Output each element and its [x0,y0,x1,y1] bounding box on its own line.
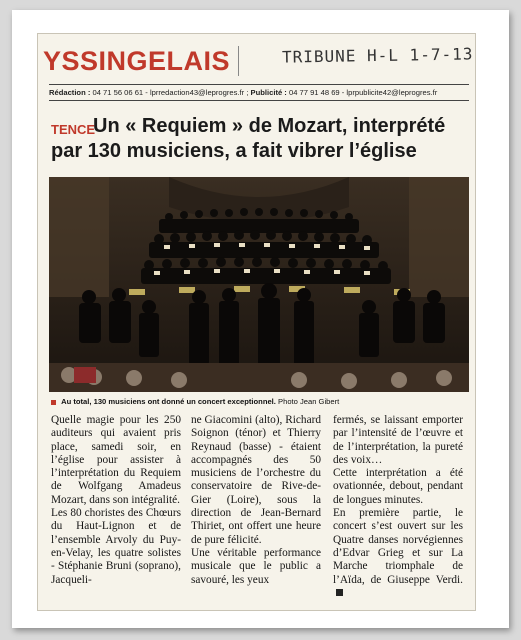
paragraph: Cette interprétation a été ovationnée, debout, pendant de longues minutes. [333,467,463,506]
caption-lead: Au total, 130 musiciens ont donné un concert exceptionnel. [61,397,276,406]
paragraph: ne Giacomini (alto), Richard Soignon (ténor) et Thierry Reynaud (basse) - étaient accompagnés des 50 musiciens de l’orchestre du conservatoire de Rive-de-Gier (Loire), sous la direction de Jean-Bernard Thiriet, ont offert une heure de pure félicité. [191,414,321,546]
separator: - [341,88,347,97]
contact-line [49,88,469,97]
paragraph: fermés, se laissant emporter par l’intensité de l’œuvre et de l’interprétation, la pureté des voix… [333,414,463,466]
article-column-2 [191,414,321,587]
divider-top [49,84,469,85]
end-mark [336,589,343,596]
section-header [43,46,239,76]
divider-bottom [49,100,469,101]
separator: - [145,88,150,97]
redaction-phone: 04 71 56 06 61 [92,88,144,97]
article-column-3 [333,414,463,600]
redaction-label: Rédaction : [49,88,91,97]
paragraph: Une véritable performance musicale que le public a savouré, les yeux [191,546,321,586]
handwritten-note: TRIBUNE H-L 1-7-13 [281,44,474,67]
concert-photo [49,177,469,392]
article-kicker: TENCE [51,122,96,137]
paragraph [333,507,463,600]
publicite-label: Publicité : [250,88,287,97]
redaction-email: lprredaction43@leprogres.fr [149,88,245,97]
caption-credit: Photo Jean Gibert [278,397,340,406]
publicite-phone: 04 77 91 48 69 [288,88,340,97]
section-title: YSSINGELAIS [43,45,231,76]
paragraph: Les 80 choristes des Chœurs du Haut-Lignon et de l’ensemble Arvoly du Puy-en-Velay, les quatre solistes - Stéphanie Bruni (soprano), Jacqueli- [51,507,181,586]
caption-marker [51,400,56,405]
publicite-email: lprpublicite42@leprogres.fr [346,88,438,97]
article-headline: Un « Requiem » de Mozart, interprété par 130 musiciens, a fait vibrer l’église [51,115,446,162]
separator: ; [246,88,251,97]
paragraph: Quelle magie pour les 250 auditeurs qui avaient pris place, samedi soir, en l’église pour assister à l’interprétation du Requiem de Wolfgang Amadeus Mozart, dans son intégralité. [51,414,181,506]
paragraph-text: En première partie, le concert s’est ouvert sur les Quatre danses norvégiennes d’Edvar Grieg et sur La Marche triomphale de l’Aïda, de Giuseppe Verdi. [333,507,463,586]
article-column-1 [51,414,181,587]
photo-caption [51,397,469,406]
